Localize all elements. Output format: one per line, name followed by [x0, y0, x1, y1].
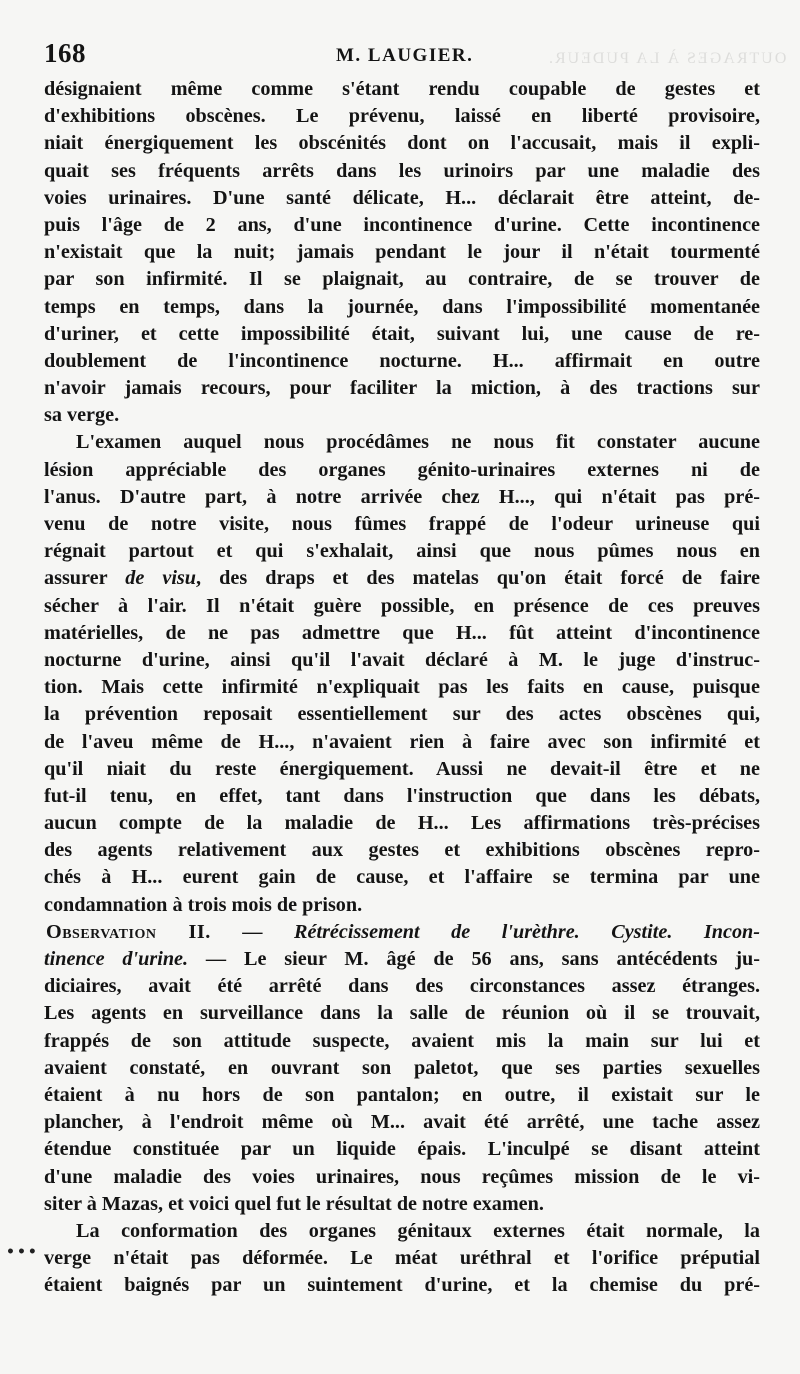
text-line: plancher, à l'endroit même où M... avait été arrêté, une tache assez — [44, 1111, 760, 1134]
text-line: verge n'était pas déformée. Le méat uréthral et l'orifice préputial — [44, 1247, 760, 1270]
text-line: n'existait que la nuit; jamais pendant le jour il n'était tourmenté — [44, 241, 760, 264]
running-head — [44, 34, 760, 76]
text-line: des agents relativement aux gestes et exhibitions obscènes repro- — [44, 839, 760, 862]
page-number: 168 — [44, 38, 86, 68]
text-line: voies urinaires. D'une santé délicate, H... déclarait être atteint, de- — [44, 186, 760, 209]
body-text — [44, 76, 760, 1299]
margin-mark: ••• — [6, 1244, 39, 1260]
text-line: étaient baignés par un suintement d'urine, et la chemise du pré- — [44, 1274, 760, 1297]
text-line: Les agents en surveillance dans la salle de réunion où il se trouvait, — [44, 1002, 760, 1025]
observation-label: Observation II. — [46, 920, 211, 943]
paragraph-2 — [44, 429, 760, 918]
text-line: nocturne d'urine, ainsi qu'il l'avait déclaré à M. le juge d'instruc- — [44, 648, 760, 671]
text-line: tion. Mais cette infirmité n'expliquait pas les faits en cause, puisque — [44, 676, 760, 699]
text-line: temps en temps, dans la journée, dans l'impossibilité momentanée — [44, 295, 760, 318]
text-line: n'avoir jamais recours, pour faciliter la miction, à des tractions sur — [44, 377, 760, 400]
text-line: venu de notre visite, nous fûmes frappé de l'odeur urineuse qui — [44, 513, 760, 535]
text-line: d'une maladie des voies urinaires, nous reçûmes mission de le vi- — [44, 1165, 760, 1188]
bleed-through-text: OUTRAGES À LA PUDEUR. — [546, 50, 786, 67]
text-line: étaient à nu hors de son pantalon; en outre, il existait sur le — [44, 1083, 760, 1106]
text-line: matérielles, de ne pas admettre que H... fût atteint d'incontinence — [44, 621, 760, 644]
text-line: avaient constaté, en ouvrant son paletot, que ses parties sexuelles — [44, 1056, 760, 1079]
observation-title: Rétrécissement de l'urèthre. Cystite. Incon- — [294, 920, 760, 943]
text-line: l'anus. D'autre part, à notre arrivée chez H..., qui n'était pas pré- — [44, 485, 760, 508]
text-line: fut-il tenu, en effet, tant dans l'instruction que dans les débats, — [44, 784, 760, 807]
text-line: sécher à l'air. Il n'était guère possible, en présence de ces preuves — [44, 594, 760, 617]
text-line: de l'aveu même de H..., n'avaient rien à faire avec son infirmité et — [44, 730, 760, 753]
text-line: assurer de visu, des draps et des matelas qu'on était forcé de faire — [44, 567, 760, 590]
paragraph-observation-2 — [44, 919, 760, 1218]
text-span: — Le sieur M. âgé de 56 ans, sans antécédents ju- — [188, 948, 760, 970]
text-line: niait énergiquement les obscénités dont on l'accusait, mais il expli- — [44, 132, 760, 155]
text-line: d'uriner, et cette impossibilité était, suivant lui, une cause de re- — [44, 322, 760, 345]
paragraph-4 — [44, 1218, 760, 1300]
text-line: désignaient même comme s'étant rendu coupable de gestes et — [44, 78, 760, 100]
text-line: lésion appréciable des organes génito-urinaires externes ni de — [44, 458, 760, 481]
text-line: régnait partout et qui s'exhalait, ainsi que nous pûmes nous en — [44, 540, 760, 563]
text-line: aucun compte de la maladie de H... Les affirmations très-précises — [44, 812, 760, 835]
text-line: frappés de son attitude suspecte, avaient mis la main sur lui et — [44, 1029, 760, 1052]
italic-phrase: de visu — [125, 567, 197, 590]
text-line: étendue constituée par un liquide épais. L'inculpé se disant atteint — [44, 1138, 760, 1161]
text-line: puis l'âge de 2 ans, d'une incontinence d'urine. Cette incontinence — [44, 213, 760, 236]
observation-dash: — — [210, 920, 295, 943]
text-line: L'examen auquel nous procédâmes ne nous fit constater aucune — [76, 431, 760, 454]
text-line: siter à Mazas, et voici quel fut le résultat de notre examen. — [44, 1192, 544, 1215]
text-line: d'exhibitions obscènes. Le prévenu, laissé en liberté provisoire, — [44, 105, 760, 128]
text-line: sa verge. — [44, 404, 120, 427]
text-line: la prévention reposait essentiellement sur des actes obscènes qui, — [44, 703, 760, 726]
text-line: chés à H... eurent gain de cause, et l'affaire se termina par une — [44, 866, 760, 889]
text-line: quait ses fréquents arrêts dans les urinoirs par une maladie des — [44, 159, 760, 182]
paragraph-1 — [44, 76, 760, 429]
text-line: La conformation des organes génitaux externes était normale, la — [76, 1219, 760, 1242]
text-line: par son infirmité. Il se plaignait, au contraire, de se trouver de — [44, 268, 760, 291]
text-line: qu'il niait du reste énergiquement. Aussi ne devait-il être et ne — [44, 757, 760, 780]
text-line: diciaires, avait été arrêté dans des circonstances assez étranges. — [44, 975, 760, 998]
text-line: doublement de l'incontinence nocturne. H... affirmait en outre — [44, 349, 760, 372]
running-title: M. LAUGIER. — [336, 45, 474, 66]
text-line — [44, 946, 760, 973]
observation-heading-line — [44, 919, 760, 946]
observation-title-cont: tinence d'urine. — [44, 948, 189, 970]
text-line: condamnation à trois mois de prison. — [44, 893, 363, 916]
